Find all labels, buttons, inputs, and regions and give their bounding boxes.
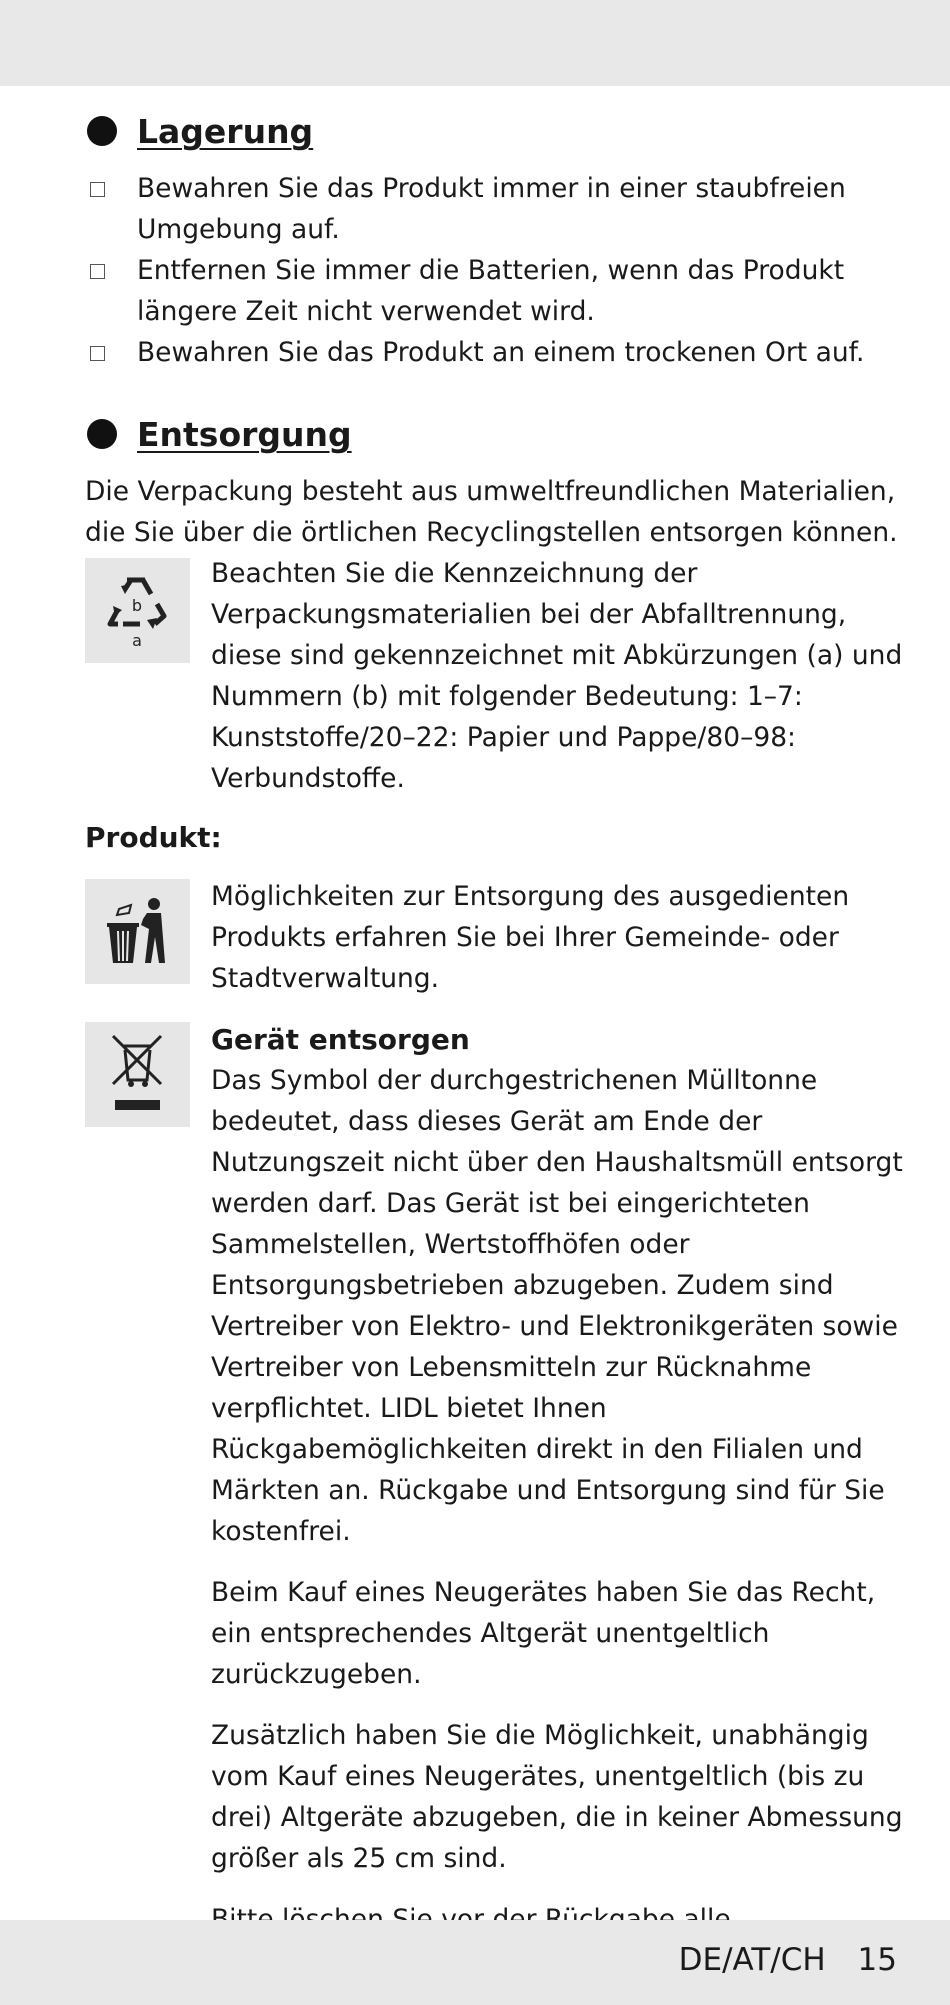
device-paragraph: Zusätzlich haben Sie die Möglichkeit, unabhängig vom Kauf eines Neugerätes, unentgeltlich (bis zu drei) Altgeräte abzugeben, die in keiner Abmessung größer als 25 cm sind. bbox=[211, 1720, 903, 1874]
list-item-text: Bewahren Sie das Produkt an einem trockenen Ort auf. bbox=[137, 337, 865, 368]
page-number: 15 bbox=[857, 1942, 897, 1978]
product-disposal-text: Möglichkeiten zur Entsorgung des ausgedienten Produkts erfahren Sie bei Ihrer Gemeinde- oder Stadtverwaltung. bbox=[211, 881, 850, 994]
list-item-text: Entfernen Sie immer die Batterien, wenn das Produkt längere Zeit nicht verwendet wird. bbox=[137, 255, 845, 327]
bullet-dot-icon bbox=[87, 419, 117, 449]
device-paragraph: Das Symbol der durchgestrichenen Mülltonne bedeutet, dass dieses Gerät am Ende der Nutzungszeit nicht über den Haushaltsmüll entsorgt werden darf. Das Gerät ist bei eingerichteten Sammelstellen, Wertstoffhöfen oder Entsorgungsbetrieben abzugeben. Zudem sind Vertreiber von Elektro- und Elektronikgeräten sowie Vertreiber von Lebensmitteln zur Rücknahme verpflichtet. LIDL bietet Ihnen Rückgabemöglichkeiten direkt in den Filialen und Märkten an. Rückgabe und Entsorgung sind für Sie kostenfrei. bbox=[211, 1065, 903, 1547]
recycling-letter-a: a bbox=[132, 631, 142, 650]
device-paragraph: Beim Kauf eines Neugerätes haben Sie das Recht, ein entsprechendes Altgerät unentgeltlich zurückzugeben. bbox=[211, 1577, 876, 1690]
section-heading-storage bbox=[85, 108, 905, 160]
crossed-out-bin-icon bbox=[85, 1022, 190, 1127]
list-item bbox=[85, 332, 905, 373]
list-item bbox=[85, 168, 905, 250]
checkbox-square-icon bbox=[90, 182, 105, 197]
list-item bbox=[85, 250, 905, 332]
section-title: Entsorgung bbox=[137, 415, 352, 454]
disposal-intro: Die Verpackung besteht aus umweltfreundlichen Materialien, die Sie über die örtlichen Recyclingstellen entsorgen können. bbox=[85, 476, 898, 548]
section-heading-disposal bbox=[85, 411, 905, 463]
product-disposal-section bbox=[85, 876, 905, 999]
list-item-text: Bewahren Sie das Produkt immer in einer staubfreien Umgebung auf. bbox=[137, 173, 846, 245]
recycling-section bbox=[85, 553, 905, 799]
footer-locale: DE/AT/CH bbox=[678, 1942, 826, 1978]
checkbox-square-icon bbox=[90, 346, 105, 361]
storage-list bbox=[85, 168, 905, 373]
device-disposal-section bbox=[85, 1019, 905, 1981]
top-margin-band bbox=[0, 0, 950, 86]
bullet-dot-icon bbox=[87, 116, 117, 146]
recycling-letter-b: b bbox=[131, 596, 143, 615]
page-footer bbox=[679, 1942, 897, 1978]
recycling-icon bbox=[85, 558, 190, 663]
product-label: Produkt: bbox=[85, 821, 222, 854]
device-disposal-heading: Gerät entsorgen bbox=[211, 1023, 470, 1056]
trash-bin-person-icon bbox=[85, 879, 190, 984]
checkbox-square-icon bbox=[90, 264, 105, 279]
page-content bbox=[85, 108, 905, 1981]
recycling-text: Beachten Sie die Kennzeichnung der Verpackungsmaterialien bei der Abfalltrennung, diese sind gekennzeichnet mit Abkürzungen (a) und Nummern (b) mit folgender Bedeutung: 1–7: Kunststoffe/20–22: Papier und Pappe/80–98: Verbundstoffe. bbox=[211, 558, 903, 794]
recycling-triangle-icon bbox=[85, 558, 190, 663]
section-title: Lagerung bbox=[137, 112, 314, 151]
